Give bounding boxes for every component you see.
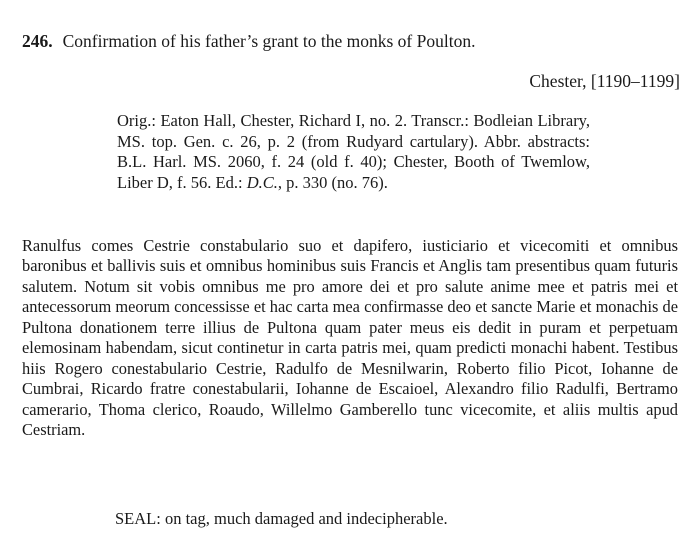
sources-text: Orig.: Eaton Hall, Chester, Richard I, no. 2. Transcr.: Bodleian Library, MS. top. Gen. c. 26, p. 2 (from Rudyard cartulary). Abbr. abstracts: B.L. Harl. MS. 2060, f. 24 (old f. 40); Chester, Booth of Twemlow, Liber D, f. 56. Ed.: — [117, 111, 590, 192]
edition-abbreviation: D.C. — [246, 172, 278, 192]
entry-heading — [22, 30, 475, 52]
entry-number: 246. — [22, 31, 53, 51]
charter-text: Ranulfus comes Cestrie constabulario suo et dapifero, iusticiario et vicecomiti et omnibus baronibus et ballivis suis et omnibus hominibus suis Francis et Anglis tam presentibus quam futuris salutem. Notum sit vobis omnibus me pro amore dei et pro salute anime mee et patris mei et antecessorum meorum concessisse et hac carta mea confirmasse deo et sancte Marie et monachis de Pultona donationem terre illius de Pultona quam pater meus eis dedit in puram et perpetuam elemosinam habendam, sicut continetur in carta patris mei, quam predicti monachi habent. Testibus hiis Rogero conestabulario Cestrie, Radulfo de Mesnilwarin, Roberto filio Picot, Iohanne de Cumbrai, Ricardo fratre conestabularii, Iohanne de Escaioel, Alexandro filio Radulfi, Bertramo camerario, Thoma clerico, Roaudo, Willelmo Gamberello tunc vicecomite, et aliis multis apud Cestriam. — [22, 236, 678, 440]
seal-note: SEAL: on tag, much damaged and indecipherable. — [115, 509, 448, 528]
entry-title: Confirmation of his father’s grant to the monks of Poulton. — [62, 31, 476, 51]
manuscript-sources — [117, 111, 590, 193]
place-and-date: Chester, [1190–1199] — [529, 71, 680, 91]
edition-reference: , p. 330 (no. 76). — [277, 172, 388, 192]
